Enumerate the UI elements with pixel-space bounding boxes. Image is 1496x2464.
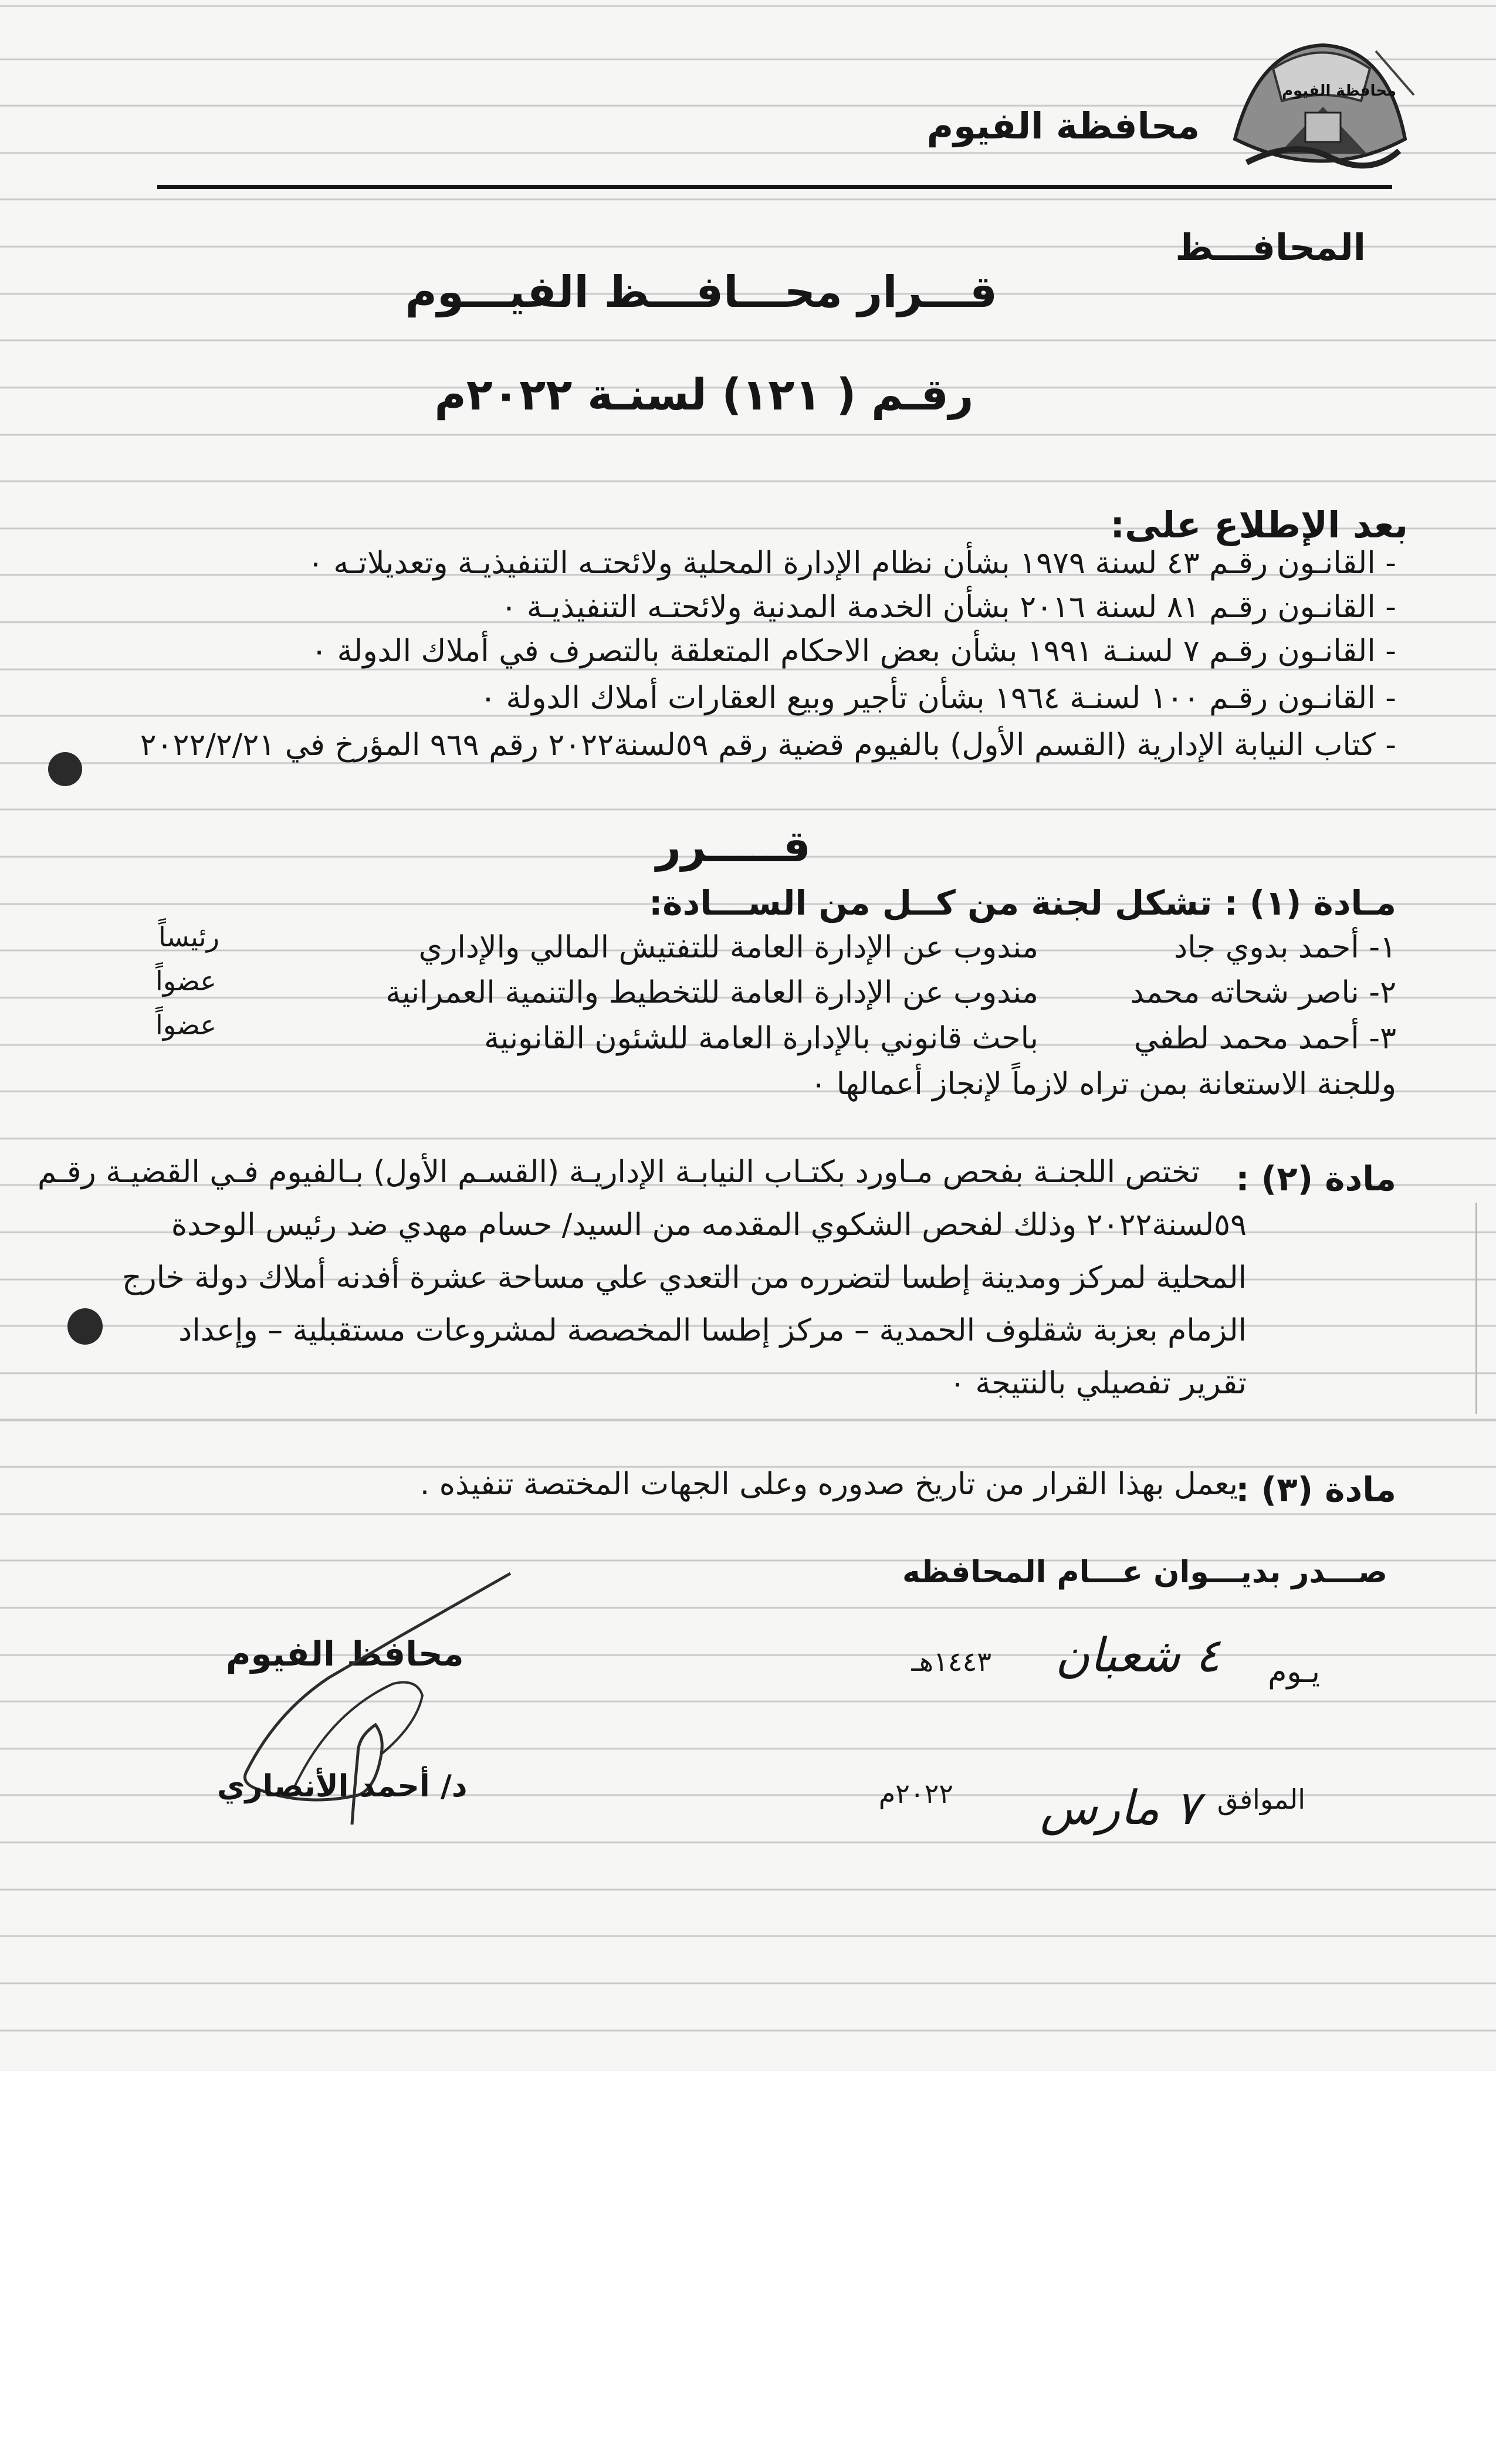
member-role: باحث قانوني بالإدارة العامة للشئون القانونية <box>484 1021 1038 1056</box>
preamble-item: - القانـون رقـم ٤٣ لسنة ١٩٧٩ بشأن نظام الإدارة المحلية ولائحتـه التنفيذيـة وتعديلاتـه ٠ <box>307 546 1396 581</box>
governorate-name: محافظة الفيوم <box>926 104 1200 147</box>
hijri-handwritten: ٤ شعبان <box>1055 1628 1220 1683</box>
preamble-item: - القانـون رقـم ٧ لسنـة ١٩٩١ بشأن بعض الاحكام المتعلقة بالتصرف في أملاك الدولة ٠ <box>311 634 1396 669</box>
decree-number: رقـم ( ١٢١) لسنـة ٢٠٢٢م <box>434 370 974 420</box>
member-name: ١- أحمد بدوي جاد <box>1174 930 1396 965</box>
article-3-heading: مادة (٣) : <box>1236 1470 1396 1509</box>
office-label: المحافـــظ <box>1175 226 1366 269</box>
preamble-item: - القانـون رقـم ٨١ لسنة ٢٠١٦ بشأن الخدمة المدنية ولائحتـه التنفيذيـة ٠ <box>500 590 1396 625</box>
article-3-text: يعمل بهذا القرار من تاريخ صدوره وعلى الجهات المختصة تنفيذه . <box>419 1467 1238 1502</box>
article-1-note: وللجنة الاستعانة بمن تراه لازماً لإنجاز أعمالها ٠ <box>810 1067 1396 1102</box>
article-2-line: تختص اللجنـة بفحص مـاورد بكتـاب النيابـة الإداريـة (القسـم الأول) بـالفيوم فـي القضيـة رقـم <box>37 1155 1200 1190</box>
preamble-item: - القانـون رقـم ١٠٠ لسنـة ١٩٦٤ بشأن تأجير وبيع العقارات أملاك الدولة ٠ <box>480 681 1396 716</box>
member-position: عضواً <box>155 965 216 997</box>
member-role: مندوب عن الإدارة العامة للتفتيش المالي والإداري <box>418 930 1038 965</box>
member-position: رئيساً <box>158 921 219 953</box>
signatory-title: محافظ الفيوم <box>226 1634 464 1674</box>
hijri-year: ١٤٤٣هـ <box>911 1646 991 1677</box>
signatory-name: د/ أحمد الأنصاري <box>217 1769 468 1804</box>
member-name: ٢- ناصر شحاته محمد <box>1130 975 1396 1010</box>
article-1-heading: مـادة (١) : تشكل لجنة من كــل من الســـادة: <box>649 883 1396 923</box>
day-prefix: يـوم <box>1268 1654 1320 1690</box>
punch-hole-mark <box>67 1308 103 1345</box>
emblem-text: محافظة الفيوم <box>1282 82 1397 100</box>
decree-title: قـــرار محـــافـــظ الفيـــوم <box>405 267 997 317</box>
member-position: عضواً <box>155 1009 216 1041</box>
preamble-heading: بعد الإطلاع على: <box>1110 503 1408 546</box>
margin-rule <box>1475 1203 1477 1414</box>
article-2-line: تقرير تفصيلي بالنتيجة ٠ <box>949 1366 1247 1401</box>
gregorian-year: ٢٠٢٢م <box>878 1778 953 1809</box>
gregorian-prefix: الموافق <box>1217 1783 1305 1815</box>
article-2-line: الزمام بعزبة شقلوف الحمدية – مركز إطسا المخصصة لمشروعات مستقبلية – وإعداد <box>178 1313 1247 1348</box>
punch-hole-mark <box>48 752 82 786</box>
article-2-line: ٥٩لسنة٢٠٢٢ وذلك لفحص الشكوي المقدمه من السيد/ حسام مهدي ضد رئيس الوحدة <box>171 1207 1247 1243</box>
article-2-heading: مادة (٢) : <box>1236 1159 1396 1199</box>
member-role: مندوب عن الإدارة العامة للتخطيط والتنمية العمرانية <box>385 975 1038 1010</box>
preamble-item: - كتاب النيابة الإدارية (القسم الأول) بالفيوم قضية رقم ٥٩لسنة٢٠٢٢ رقم ٩٦٩ المؤرخ في ٢٠٢٢/٢/٢١ <box>140 727 1396 763</box>
member-name: ٣- أحمد محمد لطفي <box>1133 1021 1396 1056</box>
article-2-line: المحلية لمركز ومدينة إطسا لتضرره من التعدي علي مساحة عشرة أفدنه أملاك دولة خارج <box>121 1260 1247 1295</box>
decision-heading: قـــــرر <box>656 821 811 872</box>
governorate-emblem <box>1223 36 1417 183</box>
issued-at: صـــدر بديـــوان عـــام المحافظه <box>902 1555 1387 1590</box>
header-rule <box>157 185 1392 189</box>
gregorian-handwritten: ٧ مارس <box>1040 1781 1200 1835</box>
